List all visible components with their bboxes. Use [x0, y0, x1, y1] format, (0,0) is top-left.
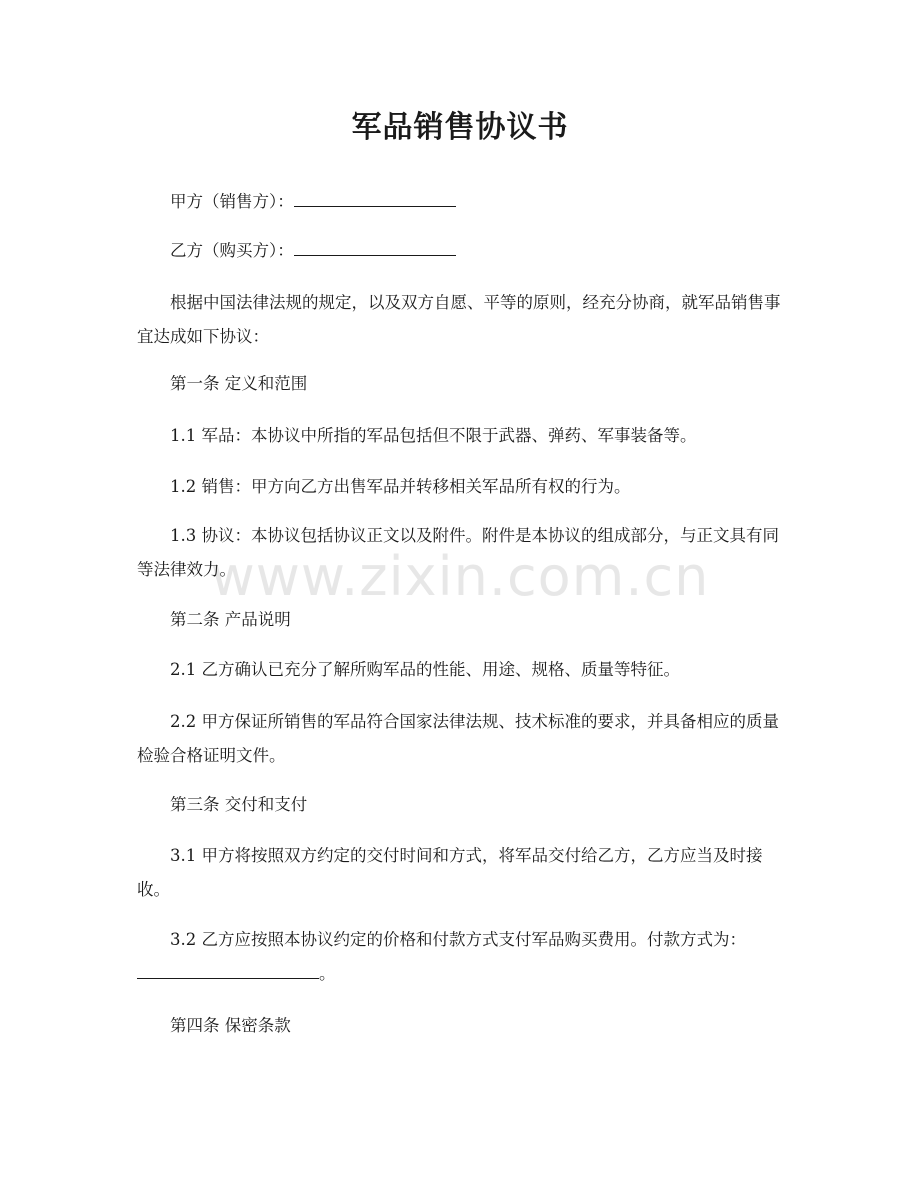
document-title: 军品销售协议书: [351, 110, 569, 145]
party-b-label: 乙方（购买方）：: [170, 241, 294, 260]
party-b-blank: [294, 254, 456, 256]
clause-2-2: 2.2 甲方保证所销售的军品符合国家法律法规、技术标准的要求，并具备相应的质量检验合格证明文件。: [137, 712, 779, 765]
article-4-heading: 第四条 保密条款: [170, 1016, 291, 1035]
watermark: www.zixin.com.cn: [210, 545, 710, 608]
article-2-heading: 第二条 产品说明: [170, 610, 291, 629]
article-3-heading: 第三条 交付和支付: [170, 795, 308, 814]
party-a-line: [137, 185, 783, 219]
party-a-blank: [294, 205, 456, 207]
party-a-label: 甲方（销售方）：: [170, 192, 294, 211]
party-b-line: [137, 234, 783, 268]
article-1-heading: 第一条 定义和范围: [170, 374, 308, 393]
clause-1-1: 1.1 军品：本协议中所指的军品包括但不限于武器、弹药、军事装备等。: [170, 426, 697, 445]
clause-3-2-end: 。: [319, 964, 336, 983]
clause-3-2: [137, 923, 783, 991]
clause-1-2: 1.2 销售：甲方向乙方出售军品并转移相关军品所有权的行为。: [170, 477, 631, 496]
clause-1-3: 1.3 协议：本协议包括协议正文以及附件。附件是本协议的组成部分，与正文具有同等法律效力。: [137, 526, 779, 579]
payment-method-blank: [137, 977, 319, 979]
intro-paragraph: 根据中国法律法规的规定，以及双方自愿、平等的原则，经充分协商，就军品销售事宜达成如下协议：: [137, 293, 781, 346]
clause-3-1: 3.1 甲方将按照双方约定的交付时间和方式，将军品交付给乙方，乙方应当及时接收。: [137, 846, 763, 899]
clause-2-1: 2.1 乙方确认已充分了解所购军品的性能、用途、规格、质量等特征。: [170, 660, 680, 679]
clause-3-2-text: 3.2 乙方应按照本协议约定的价格和付款方式支付军品购买费用。付款方式为：: [170, 930, 746, 949]
